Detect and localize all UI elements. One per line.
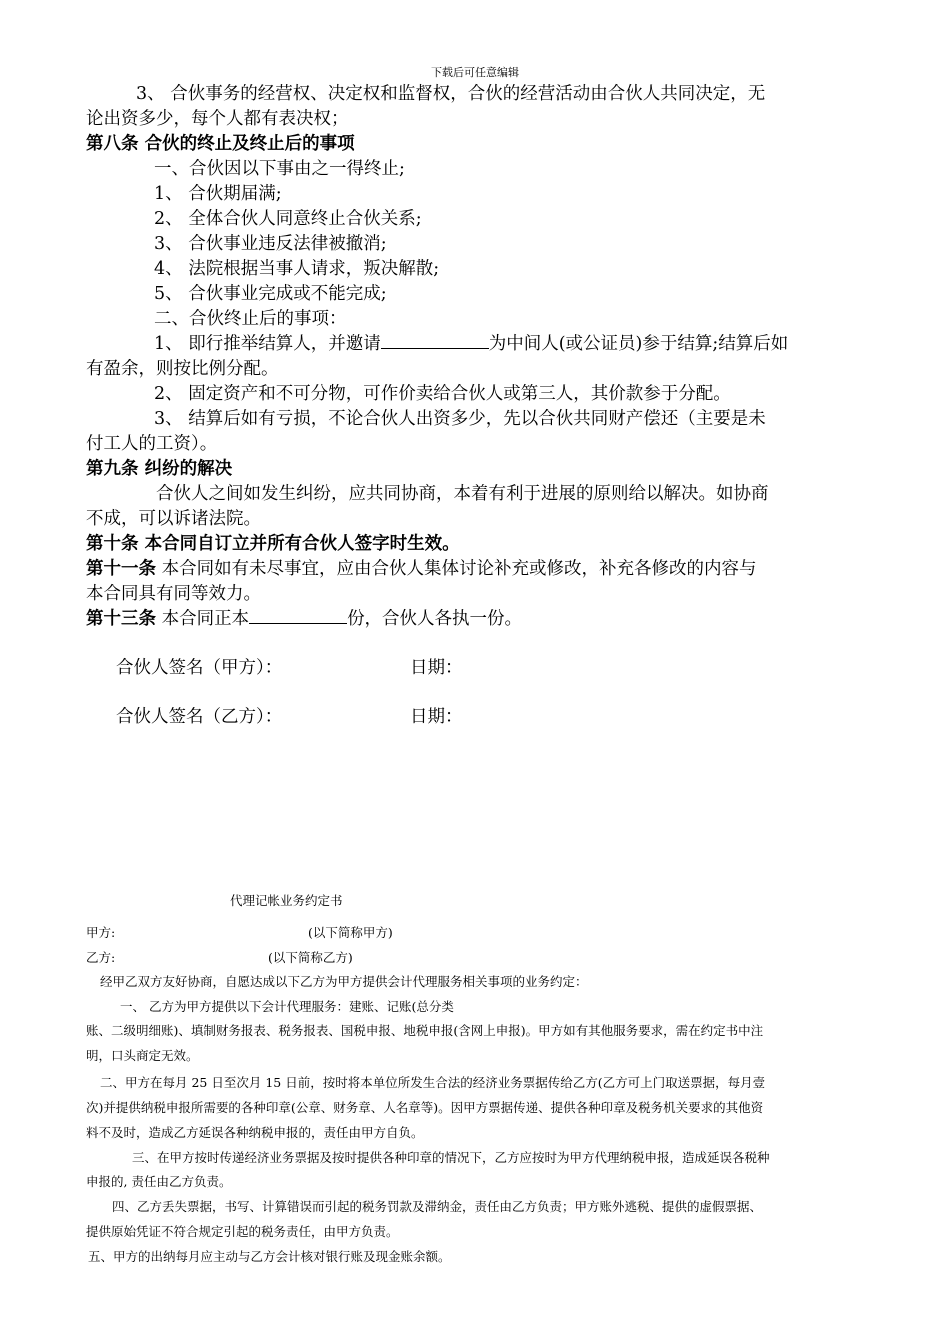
party-b-note: (以下简称乙方) <box>268 950 353 965</box>
agreement-intro: 经甲乙双方友好协商，自愿达成以下乙方为甲方提供会计代理服务相关事项的业务约定： <box>100 974 588 989</box>
article-8-item-5: 5、 合伙事业完成或不能完成; <box>154 284 387 304</box>
article-8-item-4: 4、 法院根据当事人请求，叛决解散; <box>154 259 440 279</box>
article-8-section-2: 二、合伙终止后的事项： <box>154 309 347 329</box>
article-8-subitem-1 <box>154 332 788 357</box>
clause-2-line2: 次)并提供纳税申报所需要的各种印章(公章、财务章、人名章等)。因甲方票据传递、提供各种印章及税务机关要求的其他资 <box>86 1100 764 1115</box>
signature-party-b-label: 合伙人签名（乙方）： <box>116 707 283 727</box>
article-9-text-cont: 不成，可以诉诸法院。 <box>86 509 261 529</box>
signature-party-b-date: 日期： <box>410 707 463 727</box>
article-8-section-1: 一、合伙因以下事由之一得终止; <box>154 159 405 179</box>
clause-4-line1: 四、乙方丢失票据，书写、计算错误而引起的税务罚款及滞纳金，责任由乙方负责；甲方账外逃税、提供的虚假票据、 <box>112 1199 763 1214</box>
party-a-note: (以下简称甲方) <box>308 925 393 940</box>
clause-2-line3: 料不及时，造成乙方延误各种纳税申报的，责任由甲方自负。 <box>86 1125 424 1140</box>
copies-blank[interactable] <box>249 607 347 624</box>
article-13-text-a: 本合同正本 <box>156 609 250 629</box>
clause-3-line1: 3、 合伙事务的经营权、决定权和监督权，合伙的经营活动由合伙人共同决定，无 <box>136 84 766 104</box>
article-11-label: 第十一条 <box>86 559 156 579</box>
signature-party-a-label: 合伙人签名（甲方）： <box>116 658 283 678</box>
article-8-item-1: 1、 合伙期届满; <box>154 184 282 204</box>
agreement-title: 代理记帐业务约定书 <box>230 893 343 908</box>
clause-1-line1: 一、 乙方为甲方提供以下会计代理服务：建账、记账(总分类 <box>120 999 454 1014</box>
article-8-subitem-3: 3、 结算后如有亏损，不论合伙人出资多少，先以合伙共同财产偿还（主要是未 <box>154 409 766 429</box>
article-9-title: 第九条 纠纷的解决 <box>86 459 233 479</box>
article-13 <box>86 607 522 632</box>
article-9-text: 合伙人之间如发生纠纷，应共同协商，本着有利于进展的原则给以解决。如协商 <box>156 484 769 504</box>
article-11-cont: 本合同具有同等效力。 <box>86 584 261 604</box>
article-8-item-3: 3、 合伙事业违反法律被撤消; <box>154 234 387 254</box>
article-11 <box>86 557 757 582</box>
signature-party-a-date: 日期： <box>410 658 463 678</box>
article-8-item-2: 2、 全体合伙人同意终止合伙关系; <box>154 209 422 229</box>
clause-2-line1: 二、甲方在每月 25 日至次月 15 日前，按时将本单位所发生合法的经济业务票据传给乙方(乙方可上门取送票据，每月壹 <box>100 1075 766 1090</box>
clause-3-line2: 论出资多少，每个人都有表决权； <box>86 109 349 129</box>
mediator-blank[interactable] <box>381 332 489 349</box>
article-10: 第十条 本合同自订立并所有合伙人签字时生效。 <box>86 534 460 554</box>
clause-4-line2: 提供原始凭证不符合规定引起的税务责任，由甲方负责。 <box>86 1224 399 1239</box>
article-8-subitem-1-cont: 有盈余，则按比例分配。 <box>86 359 279 379</box>
clause-1-line2: 账、二级明细账)、填制财务报表、税务报表、国税申报、地税申报(含网上申报)。甲方如有其他服务要求，需在约定书中注 <box>86 1023 764 1038</box>
party-a-label: 甲方: <box>86 925 116 940</box>
article-8-title: 第八条 合伙的终止及终止后的事项 <box>86 134 355 154</box>
clause-1-line3: 明，口头商定无效。 <box>86 1048 199 1063</box>
article-8-subitem-3-cont: 付工人的工资）。 <box>86 434 218 454</box>
party-b-label: 乙方: <box>86 950 116 965</box>
clause-5: 五、甲方的出纳每月应主动与乙方会计核对银行账及现金账余额。 <box>88 1249 451 1264</box>
page-header: 下载后可任意编辑 <box>431 66 519 79</box>
subitem-1-text-b: 为中间人(或公证员)参于结算;结算后如 <box>488 334 789 354</box>
article-11-text: 本合同如有未尽事宜，应由合伙人集体讨论补充或修改，补充各修改的内容与 <box>156 559 757 579</box>
article-13-text-b: 份，合伙人各执一份。 <box>347 609 523 629</box>
clause-3-line2: 申报的, 责任由乙方负责。 <box>86 1174 232 1189</box>
clause-3-line1: 三、在甲方按时传递经济业务票据及按时提供各种印章的情况下，乙方应按时为甲方代理纳税申报，造成延误各税种 <box>132 1150 770 1165</box>
subitem-1-text-a: 1、 即行推举结算人，并邀请 <box>154 334 381 354</box>
article-13-label: 第十三条 <box>86 609 156 629</box>
article-8-subitem-2: 2、 固定资产和不可分物，可作价卖给合伙人或第三人，其价款参于分配。 <box>154 384 731 404</box>
